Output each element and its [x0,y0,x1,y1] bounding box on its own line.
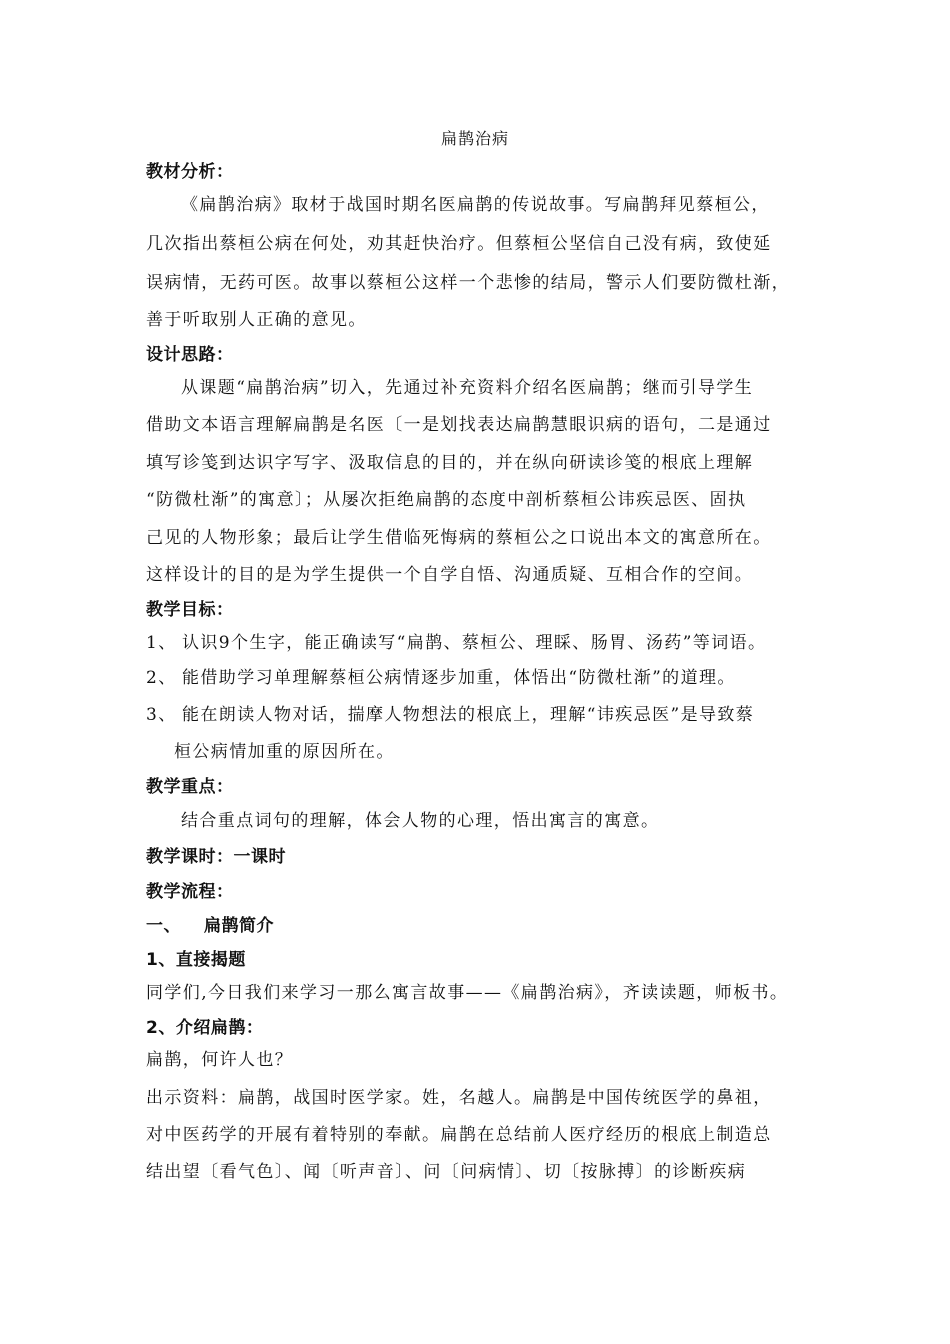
material-line-1: 出示资料：扁鹊，战国时医学家。姓，名越人。扁鹊是中国传统医学的鼻祖， [146,1088,772,1108]
flow-step-1: 1、直接揭题 [146,950,246,970]
design-line-4: “防微杜渐”的寓意〕；从屡次拒绝扁鹊的态度中剖析蔡桓公讳疾忌医、固执 [146,490,747,510]
analysis-line-3: 误病情，无药可医。故事以蔡桓公这样一个悲惨的结局，警示人们要防微杜渐， [146,273,790,293]
flow-part-1 [146,914,826,938]
part-number: 一、 [146,916,181,936]
goal-item-2 [146,666,826,690]
design-line-5: 己见的人物形象；最后让学生借临死悔病的蔡桓公之口说出本文的寓意所在。 [146,528,772,548]
analysis-line-1: 《扁鹊治病》取材于战国时期名医扁鹊的传说故事。写扁鹊拜见蔡桓公， [181,195,770,215]
design-line-1: 从课题“扁鹊治病”切入，先通过补充资料介绍名医扁鹊；继而引导学生 [181,378,754,398]
material-line-2: 对中医药学的开展有着特别的奉献。扁鹊在总结前人医疗经历的根底上制造总 [146,1125,772,1145]
design-line-6: 这样设计的目的是为学生提供一个自学自悟、沟通质疑、互相合作的空间。 [146,565,754,585]
analysis-line-4: 善于听取别人正确的意见。 [146,310,367,330]
goal-item-3 [146,703,826,727]
flow-question: 扁鹊，何许人也？ [146,1050,294,1070]
section-heading-flow: 教学流程： [146,882,234,902]
section-heading-design: 设计思路： [146,345,234,365]
section-heading-focus: 教学重点： [146,777,234,797]
goal-text: 认识9个生字，能正确读写“扁鹊、蔡桓公、理睬、肠胃、汤药”等词语。 [182,633,767,653]
goal-number: 3、 [146,705,177,725]
section-heading-hours: 教学课时：一课时 [146,847,286,867]
goal-number: 1、 [146,633,177,653]
page-title: 扁鹊治病 [440,129,509,148]
part-title: 扁鹊简介 [204,916,274,936]
goal-number: 2、 [146,668,177,688]
flow-step-2: 2、介绍扁鹊： [146,1018,264,1038]
analysis-line-2: 几次指出蔡桓公病在何处，劝其赶快治疗。但蔡桓公坚信自己没有病，致使延 [146,234,772,254]
goal-text: 能在朗读人物对话，揣摩人物想法的根底上，理解“讳疾忌医”是导致蔡 [182,705,755,725]
section-heading-analysis: 教材分析： [146,162,234,182]
design-line-2: 借助文本语言理解扁鹊是名医〔一是划找表达扁鹊慧眼识病的语句，二是通过 [146,415,772,435]
section-heading-goals: 教学目标： [146,600,234,620]
goal-item-1 [146,631,826,655]
goal-text: 能借助学习单理解蔡桓公病情逐步加重，体悟出“防微杜渐”的道理。 [182,668,736,688]
focus-text: 结合重点词句的理解，体会人物的心理，悟出寓言的寓意。 [181,811,660,831]
material-line-3: 结出望〔看气色〕、闻〔听声音〕、问〔问病情〕、切〔按脉搏〕的诊断疾病 [146,1162,747,1182]
goal-item-3-continuation: 桓公病情加重的原因所在。 [174,742,395,762]
flow-step-1-text: 同学们,今日我们来学习一那么寓言故事——《扁鹊治病》，齐读读题，师板书。 [146,983,789,1003]
design-line-3: 填写诊笺到达识字写字、汲取信息的目的，并在纵向研读诊笺的根底上理解 [146,453,754,473]
